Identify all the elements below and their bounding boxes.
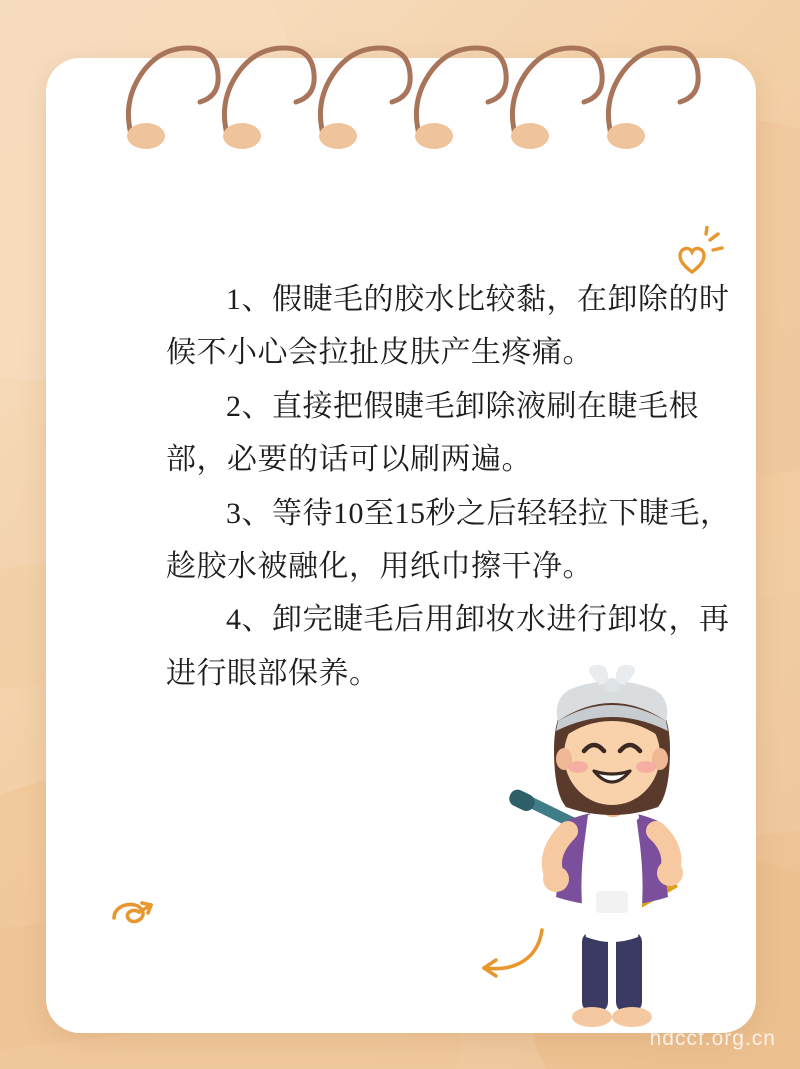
note-paragraph: 1、假睫毛的胶水比较黏，在卸除的时候不小心会拉扯皮肤产生疼痛。 bbox=[166, 283, 730, 370]
note-paragraph: 4、卸完睫毛后用卸妆水进行卸妆，再进行眼部保养。 bbox=[166, 603, 730, 690]
note-card bbox=[46, 58, 756, 1033]
note-paragraph: 2、直接把假睫毛卸除液刷在睫毛根部，必要的话可以刷两遍。 bbox=[166, 389, 699, 477]
swirl-arrow-icon bbox=[108, 888, 172, 947]
woman-with-mop-illustration bbox=[496, 663, 746, 1033]
heart-sparkle-icon bbox=[666, 226, 728, 293]
note-paragraph: 3、等待10至15秒之后轻轻拉下睫毛，趁胶水被融化，用纸巾擦干净。 bbox=[166, 496, 731, 583]
watermark: hdccf.org.cn bbox=[649, 1027, 776, 1050]
note-body bbox=[166, 273, 736, 700]
